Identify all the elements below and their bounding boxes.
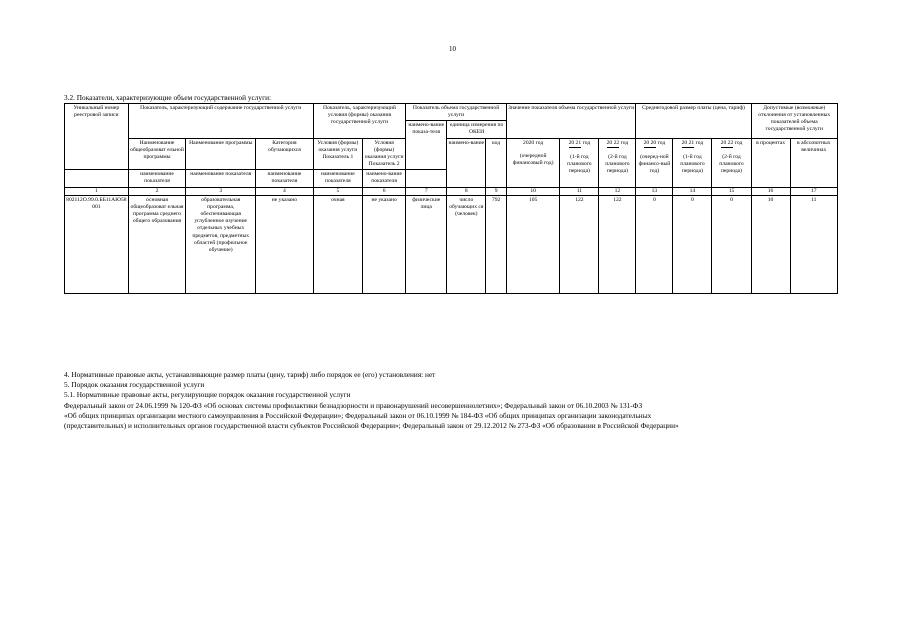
cell-fee-2022: 0 [712,195,751,293]
law-line-2: «Об общих принципах организации местного самоуправления в Российской Федерации»; Федеральный закон от 06.10.1999 № 184-ФЗ «Об общих принципах организации законодательных [64,410,652,420]
subheader-condition-2: Условия (формы) оказания услуги Показатель 2 [363,138,406,170]
year-value-1 [506,138,559,187]
year-value-3-note: (2-й год планового периода) [605,153,630,175]
header-volume-value: Значение показателя объема государственной услуги [506,104,635,139]
law-line-1: Федеральный закон от 24.06.1999 № 120-ФЗ «Об основах системы профилактики безнадзорности и правонарушений несовершеннолетних»; Федеральный закон от 06.10.2003 № 131-ФЗ [64,400,643,410]
header-volume-name: наимено-вание показа-теля [406,121,447,170]
year-fee-2-note: (1-й год планового периода) [680,153,705,175]
cell-student-category: не указано [256,195,314,293]
col-number: 12 [599,187,636,195]
header-average-fee: Среднегодовой размер платы (цена, тариф) [636,104,751,139]
column-number-row [65,187,838,195]
note-5-1: 5.1. Нормативные правовые акты, регулирующие порядок оказания государственной услуги [64,390,351,400]
cell-program-name: основная общеобразоват ельная программа среднего общего образования [128,195,186,293]
col-number: 15 [712,187,751,195]
note-4: 4. Нормативные правовые акты, устанавливающие размер платы (цену, тариф) либо порядок ее (его) установления: нет [64,370,436,379]
note-5: 5. Порядок оказания государственной услуги [64,380,205,390]
header-volume-indicator: Показатель объема государственной услуги [406,104,507,121]
col-number: 6 [363,187,406,195]
cell-unique-number: 802112О.99.0.ББ11АЮ58001 [65,195,129,293]
label-indicator-5: наимено-вание показателя [363,170,406,187]
subheader-deviation-absolute: в абсолютных величинах [790,138,837,187]
col-number: 4 [256,187,314,195]
year-value-1-label: 2020 год [523,139,544,146]
col-number: 5 [313,187,362,195]
year-value-3: 20 22 год (2-й год планового периода) [599,138,636,187]
cell-fee-2021: 0 [673,195,712,293]
header-allowed-deviation: Допустимые (возможные) отклонения от установленных показателей объема государственной услуги [751,104,837,139]
cell-value-2020: 105 [506,195,559,293]
cell-unit-code: 792 [486,195,507,293]
header-content-indicator: Показатель, характеризующий содержание государственной услуги [128,104,313,139]
year-fee-2: 20 21 год (1-й год планового периода) [673,138,712,187]
cell-value-2021: 122 [560,195,599,293]
subheader-program: Наименование программы [186,138,256,170]
year-value-1-note: (очередной финансовый год) [512,152,554,166]
year-fee-1-note: (очеред-ной финансо-вый год) [638,153,671,175]
header-empty-cell [65,170,129,187]
cell-fee-2020: 0 [636,195,673,293]
col-number: 11 [560,187,599,195]
year-fee-3: 20 22 год (2-й год планового периода) [712,138,751,187]
col-number: 9 [486,187,507,195]
section-title: 3.2. Показатели, характеризующие объем государственной услуги: [64,93,272,102]
cell-deviation-absolute: 11 [790,195,837,293]
subheader-unit-name: наимено-вание [447,138,486,187]
subheader-deviation-percent: в процентах [751,138,790,187]
year-value-2: 20 21 год (1-й год планового периода) [560,138,599,187]
notes-section [64,370,854,431]
cell-program: образовательная программа, обеспечивающая углубленное изучение отдельных учебных предметов, предметных областей (профильное обучение) [186,195,256,293]
col-number: 3 [186,187,256,195]
law-line-3: (представительных) и исполнительных органов государственной власти субъектов Российской Федерации»; Федеральный закон от 29.12.2012 № 273-ФЗ «Об образовании в Российской Федерации» [64,421,679,431]
header-unit-okei: единица измерения по ОКЕИ [447,121,507,138]
volume-indicators-table [64,103,838,294]
page-number: 10 [449,45,456,53]
col-number: 14 [673,187,712,195]
cell-condition-1: очная [313,195,362,293]
col-number: 10 [506,187,559,195]
col-number: 13 [636,187,673,195]
header-conditions-indicator: Показатель, характеризующий условия (формы) оказания государственной услуги [313,104,405,139]
year-value-2-note: (1-й год планового периода) [567,153,592,175]
label-indicator-1: наименование показателя [128,170,186,187]
subheader-student-category: Категория обучающихся [256,138,314,170]
cell-condition-2: не указано [363,195,406,293]
col-number: 16 [751,187,790,195]
cell-deviation-percent: 10 [751,195,790,293]
cell-unit-name: число обучающих ся (человек) [447,195,486,293]
header-row-1 [65,104,838,121]
col-number: 17 [790,187,837,195]
year-fee-1: 20 20 год (очеред-ной финансо-вый год) [636,138,673,187]
col-number: 1 [65,187,129,195]
cell-value-2022: 122 [599,195,636,293]
year-fee-3-note: (2-й год планового периода) [719,153,744,175]
col-number: 7 [406,187,447,195]
table-row [65,195,838,293]
header-unique-number: Уникальный номер реестровой записи [65,104,129,170]
col-number: 8 [447,187,486,195]
cell-volume-name: физические лица [406,195,447,293]
subheader-condition-1: Условия (формы) оказания услуги Показатель 1 [313,138,362,170]
subheader-unit-code: код [486,138,507,187]
label-indicator-4: наименование показателя [313,170,362,187]
subheader-program-name: Наименование общеобразоват ельной программы [128,138,186,170]
label-indicator-3: наименование показателя [256,170,314,187]
label-indicator-2: наименование показателя [186,170,256,187]
col-number: 2 [128,187,186,195]
